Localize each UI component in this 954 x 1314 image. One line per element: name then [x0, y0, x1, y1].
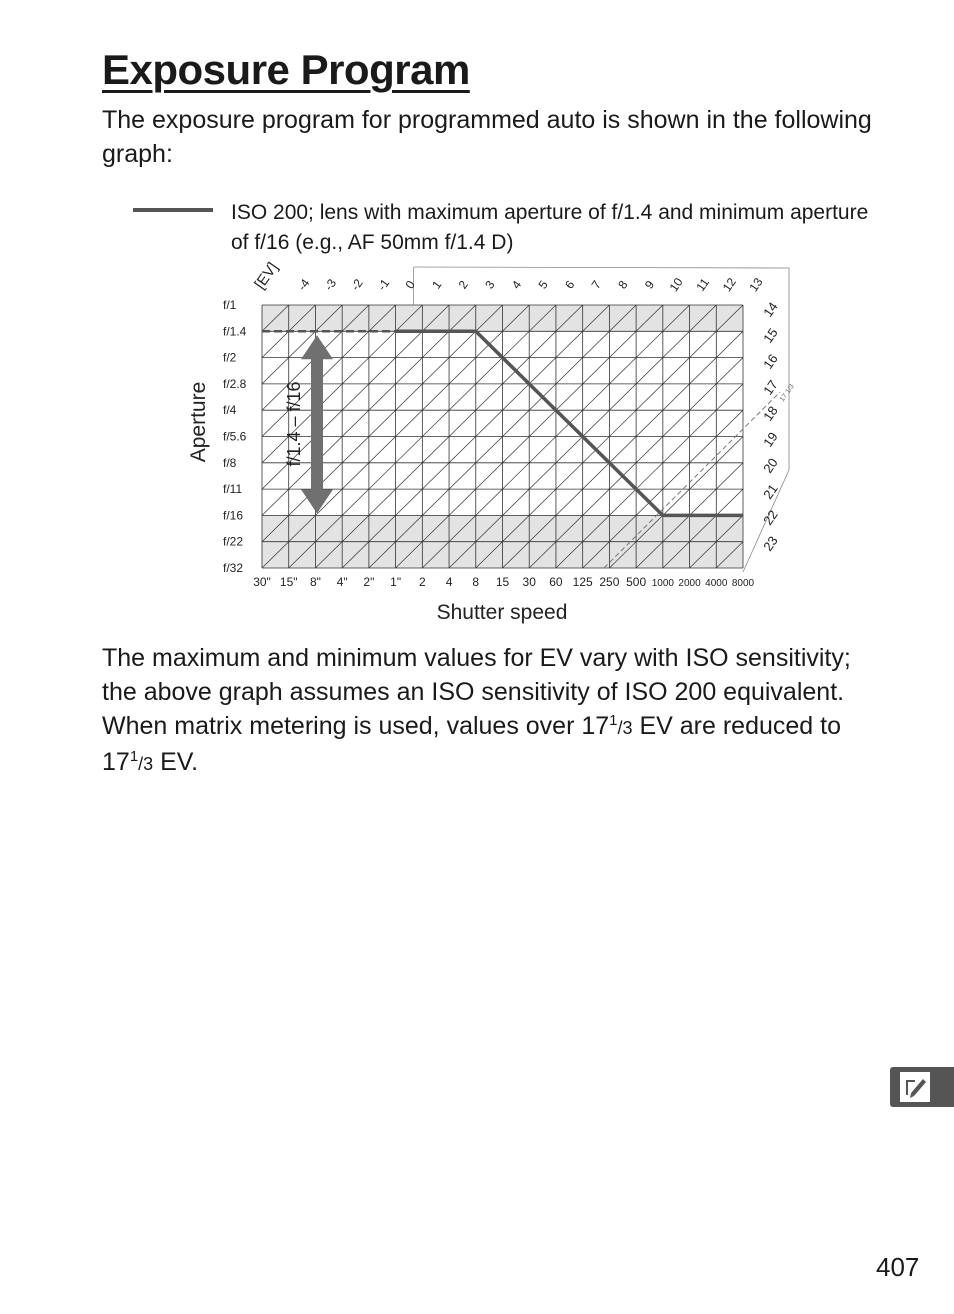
ev-top-label: 7 [588, 277, 604, 292]
outro-fraction-numerator-2: 1 [129, 748, 139, 765]
x-tick-label: 4" [336, 575, 348, 589]
y-axis-title: Aperture [187, 381, 210, 463]
exposure-program-chart [0, 0, 954, 640]
ev-limit-label: 17 1/3 [778, 383, 796, 404]
y-tick-label: f/1.4 [223, 324, 247, 339]
ev-side-label: 18 [760, 403, 781, 424]
page-number: 407 [876, 1252, 920, 1282]
ev-top-label: 4 [508, 277, 525, 292]
page-title: Exposure Program [102, 46, 470, 93]
x-tick-label: 4 [445, 575, 453, 589]
ev-top-label: 12 [719, 275, 739, 295]
y-tick-label: f/1 [223, 298, 237, 312]
y-tick-label: f/8 [223, 455, 237, 470]
y-tick-label: f/11 [223, 482, 243, 497]
x-tick-label: 250 [599, 575, 620, 589]
ev-side-label: 22 [760, 507, 781, 528]
ev-top-label: 2 [455, 277, 471, 292]
ev-top-label: 10 [666, 275, 686, 295]
range-arrow-shaft [311, 355, 323, 493]
ev-side-label: 17 [760, 377, 781, 398]
ev-side-label: 23 [760, 533, 781, 554]
range-arrow-head-top [301, 335, 333, 359]
outro-end: EV. [153, 748, 199, 776]
outro-middle: EV are reduced to 17 [102, 712, 841, 776]
x-tick-label: 30 [522, 575, 536, 589]
ev-side-label: 20 [760, 455, 781, 476]
ev-side-label: 19 [760, 429, 781, 450]
x-tick-label: 125 [572, 575, 593, 589]
x-tick-label: 500 [626, 575, 647, 589]
x-tick-label: 60 [549, 575, 563, 589]
ev-top-label: -1 [374, 276, 393, 294]
range-arrow-head-bottom [301, 489, 333, 513]
ev-top-label: -2 [348, 276, 366, 294]
x-tick-label: 15 [495, 575, 510, 589]
x-tick-label: 8" [309, 575, 321, 589]
ev-top-label: 0 [402, 277, 418, 292]
ev-side-label: 15 [760, 325, 781, 346]
outro-fraction-denominator-2: /3 [138, 754, 154, 774]
y-tick-label: f/2.8 [223, 376, 247, 391]
ev-side-label: 16 [760, 351, 781, 372]
notes-pencil-icon [900, 1072, 930, 1102]
ev-top-label: 3 [482, 277, 498, 292]
ev-diagonal [22, 305, 289, 568]
y-tick-label: f/4 [223, 403, 237, 418]
x-tick-label: 8 [472, 575, 480, 589]
ev-top-label: 11 [693, 275, 713, 294]
ev-top-label: -4 [294, 276, 313, 294]
x-tick-label: 2000 [678, 578, 701, 589]
legend-text: ISO 200; lens with maximum aperture of f/1.4 and minimum aperture of f/16 (e.g., AF 50mm f/1.4 D) [231, 201, 869, 254]
ev-top-label: -3 [321, 276, 340, 294]
outro-fraction-denominator: /3 [617, 718, 633, 738]
x-tick-label: 8000 [731, 578, 755, 589]
ev-unit-label: [EV] [251, 259, 282, 293]
y-tick-label: f/16 [223, 508, 244, 523]
aperture-range-label: f/1.4 – f/16 [284, 381, 304, 467]
y-tick-label: f/5.6 [223, 429, 247, 444]
x-tick-label: 4000 [705, 578, 728, 589]
outro-fraction-numerator: 1 [609, 712, 618, 729]
outro-main: The maximum and minimum values for EV vary with ISO sensitivity; the above graph assumes an ISO sensitivity of ISO 200 equivalent. When matrix metering is used, values over 17 [102, 644, 851, 740]
ev-diagonal [716, 305, 954, 568]
outro-paragraph [102, 641, 872, 781]
x-tick-label: 2 [418, 575, 426, 589]
x-axis-title: Shutter speed [436, 601, 568, 624]
intro-paragraph: The exposure program for programmed auto is shown in the following graph: [102, 106, 872, 168]
ev-top-label: 6 [562, 277, 578, 292]
ev-top-label: 13 [746, 275, 766, 295]
y-tick-label: f/32 [223, 561, 244, 575]
y-tick-label: f/22 [223, 534, 244, 549]
ev-top-label: 9 [641, 277, 658, 292]
x-tick-label: 15" [279, 575, 298, 589]
ev-side-label: 14 [760, 299, 781, 320]
x-tick-label: 1" [390, 575, 402, 589]
y-tick-label: f/2 [223, 350, 237, 365]
ev-top-label: 8 [615, 277, 631, 292]
x-tick-label: 1000 [651, 578, 674, 589]
section-tab [890, 1067, 954, 1107]
ev-top-label: 1 [429, 277, 445, 292]
ev-top-label: 5 [535, 277, 551, 292]
ev-side-label: 21 [760, 481, 781, 502]
x-tick-label: 30" [253, 575, 271, 589]
x-tick-label: 2" [363, 575, 375, 589]
